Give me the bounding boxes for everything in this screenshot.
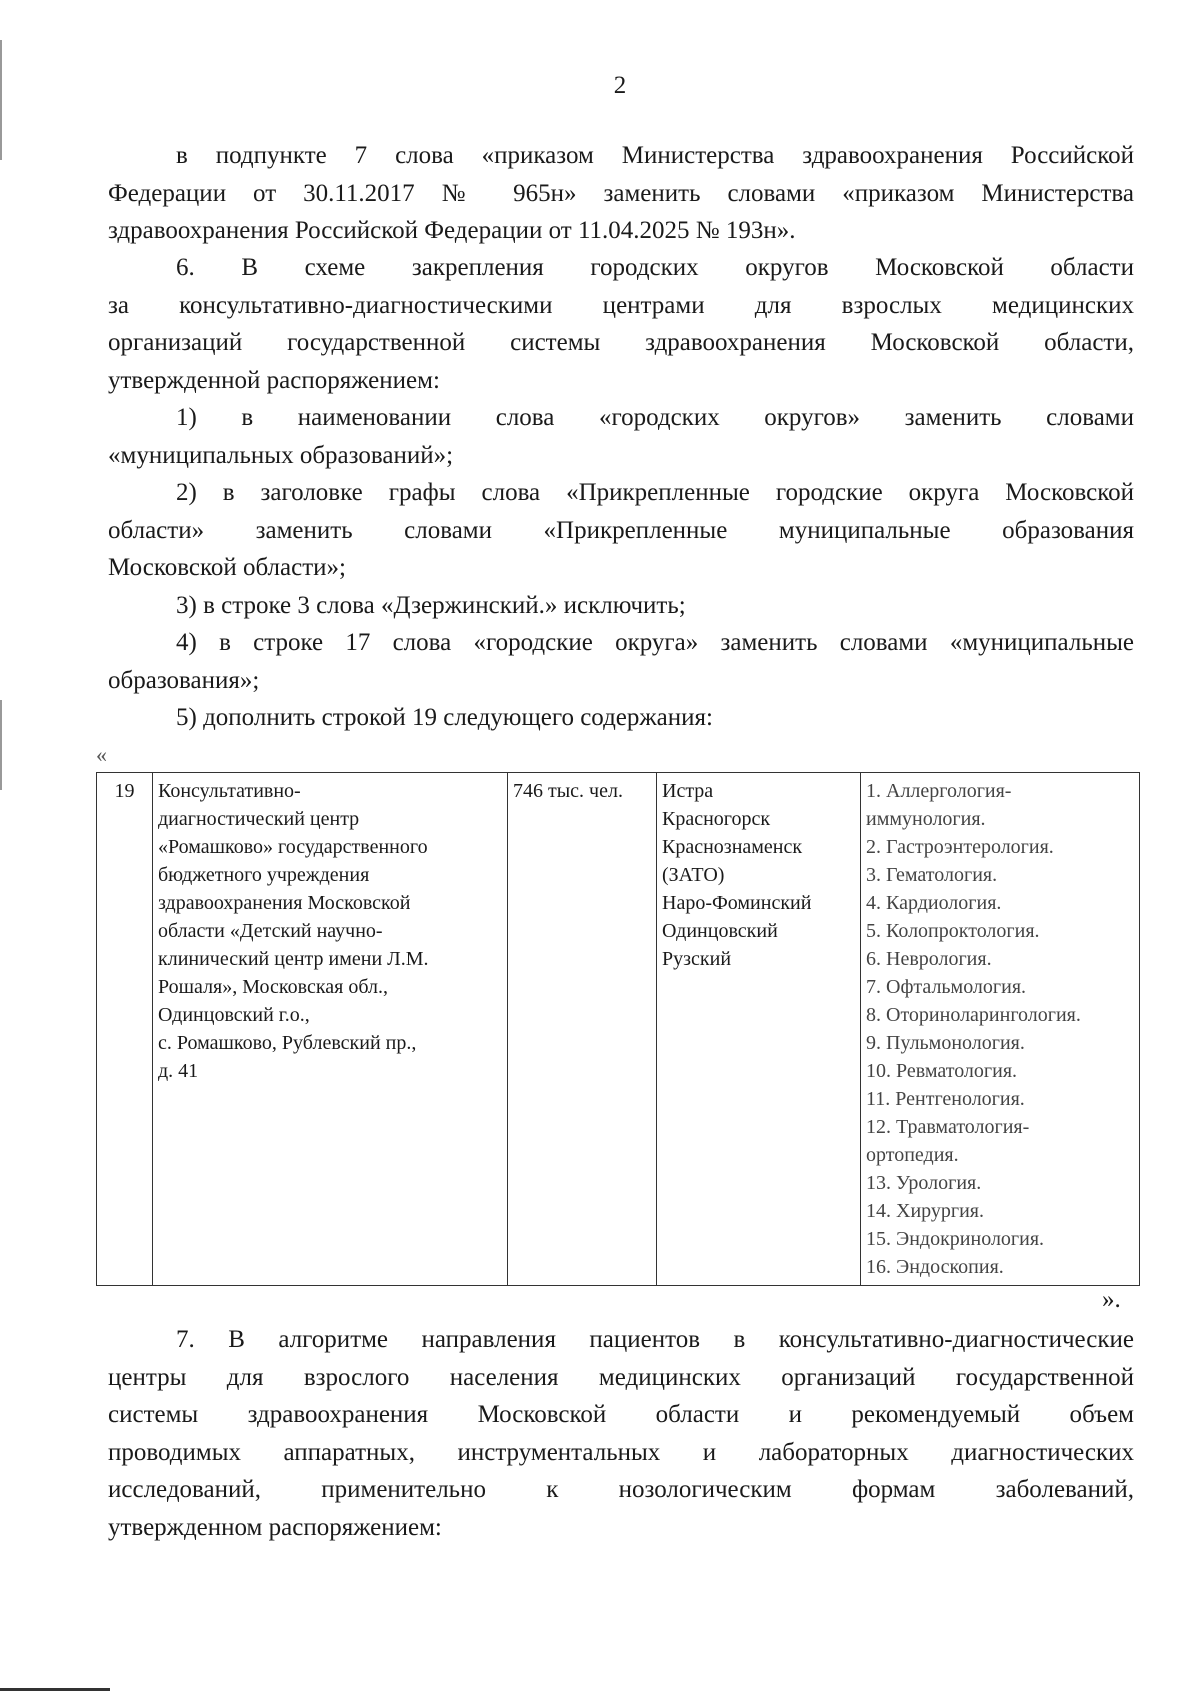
text-line: 6. В схеме закрепления городских округов Московской области bbox=[176, 254, 1134, 281]
cell-line: Одинцовский г.о., bbox=[158, 1004, 310, 1026]
specialty-item: 14. Хирургия. bbox=[866, 1200, 984, 1222]
paragraph-subitem-4 bbox=[108, 624, 1134, 699]
text-line: 5) дополнить строкой 19 следующего содержания: bbox=[176, 704, 713, 731]
specialty-item: 8. Оториноларингология. bbox=[866, 1004, 1081, 1026]
table-row bbox=[97, 773, 1140, 1286]
text-line: в подпункте 7 слова «приказом Министерства здравоохранения Российской bbox=[176, 142, 1134, 169]
specialties-cell bbox=[861, 773, 1140, 1286]
text-line: системы здравоохранения Московской области и рекомендуемый объем bbox=[108, 1401, 1134, 1428]
text-line: 1) в наименовании слова «городских округов» заменить словами bbox=[176, 404, 1134, 431]
text-line: проводимых аппаратных, инструментальных и лабораторных диагностических bbox=[108, 1438, 1134, 1466]
cell-line: с. Ромашково, Рублевский пр., bbox=[158, 1032, 417, 1054]
specialty-item: 2. Гастроэнтерология. bbox=[866, 836, 1054, 858]
specialty-item: 6. Неврология. bbox=[866, 948, 992, 970]
center-name-cell bbox=[153, 773, 508, 1286]
scan-bottom-mark bbox=[0, 1688, 110, 1691]
specialty-item: 15. Эндокринология. bbox=[866, 1228, 1045, 1250]
paragraph-item-7 bbox=[108, 1321, 1134, 1546]
text-line: организаций государственной системы здравоохранения Московской области, bbox=[108, 329, 1134, 356]
text-line: здравоохранения Российской Федерации от 11.04.2025 № 193н». bbox=[108, 217, 796, 244]
specialty-item: 10. Ревматология. bbox=[866, 1060, 1018, 1082]
specialty-item: 9. Пульмонология. bbox=[866, 1032, 1025, 1054]
inserted-row-table bbox=[96, 772, 1140, 1286]
opening-quote: « bbox=[96, 742, 107, 767]
closing-quote: ». bbox=[1102, 1286, 1121, 1313]
paragraph-subpoint-7 bbox=[108, 137, 1134, 250]
text-line: исследований, применительно к нозологическим формам заболеваний, bbox=[108, 1476, 1134, 1503]
text-line: Московской области»; bbox=[108, 554, 346, 581]
specialty-item: 16. Эндоскопия. bbox=[866, 1256, 1004, 1278]
population-value: 746 тыс. чел. bbox=[513, 780, 623, 802]
text-line: 2) в заголовке графы слова «Прикрепленные городские округа Московской bbox=[176, 479, 1134, 506]
row-number-cell bbox=[97, 773, 153, 1286]
municipality-item: Истра bbox=[662, 780, 714, 802]
specialty-item: иммунология. bbox=[866, 808, 986, 830]
scan-edge-mark bbox=[0, 40, 2, 160]
paragraph-item-6 bbox=[108, 249, 1134, 399]
population-cell bbox=[508, 773, 657, 1286]
cell-line: бюджетного учреждения bbox=[158, 864, 370, 886]
specialty-item: 3. Гематология. bbox=[866, 864, 998, 886]
municipality-item: Красногорск bbox=[662, 808, 771, 830]
text-line: «муниципальных образований»; bbox=[108, 441, 454, 469]
cell-line: Рошаля», Московская обл., bbox=[158, 976, 388, 998]
text-line: 4) в строке 17 слова «городские округа» заменить словами «муниципальные bbox=[176, 629, 1134, 656]
specialty-item: 5. Колопроктология. bbox=[866, 920, 1040, 942]
specialty-item: 11. Рентгенология. bbox=[866, 1088, 1025, 1110]
paragraph-subitem-3 bbox=[108, 587, 1134, 625]
text-line: области» заменить словами «Прикрепленные муниципальные образования bbox=[108, 516, 1134, 544]
text-line: утвержденной распоряжением: bbox=[108, 366, 440, 394]
municipality-item: Наро-Фоминский bbox=[662, 892, 812, 914]
municipality-item: Краснознаменск bbox=[662, 836, 803, 858]
page-number: 2 bbox=[613, 72, 627, 99]
text-line: 7. В алгоритме направления пациентов в консультативно-диагностические bbox=[176, 1326, 1134, 1353]
municipalities-cell bbox=[657, 773, 861, 1286]
scan-edge-mark bbox=[0, 700, 2, 790]
text-line: утвержденном распоряжением: bbox=[108, 1513, 442, 1541]
text-line: центры для взрослого населения медицинских организаций государственной bbox=[108, 1363, 1134, 1391]
cell-line: области «Детский научно- bbox=[158, 920, 383, 942]
paragraph-subitem-2 bbox=[108, 474, 1134, 587]
cell-line: диагностический центр bbox=[158, 808, 360, 830]
paragraph-subitem-5 bbox=[108, 699, 1134, 737]
specialty-item: 7. Офтальмология. bbox=[866, 976, 1027, 998]
text-line: 3) в строке 3 слова «Дзержинский.» исключить; bbox=[176, 592, 686, 619]
cell-line: д. 41 bbox=[158, 1060, 199, 1082]
cell-line: клинический центр имени Л.М. bbox=[158, 948, 429, 970]
specialty-item: 13. Урология. bbox=[866, 1172, 982, 1194]
municipality-item: Рузский bbox=[662, 948, 732, 970]
cell-line: «Ромашково» государственного bbox=[158, 836, 428, 858]
paragraph-subitem-1 bbox=[108, 399, 1134, 474]
text-line: образования»; bbox=[108, 666, 260, 694]
cell-line: здравоохранения Московской bbox=[158, 892, 411, 914]
row-number: 19 bbox=[114, 780, 135, 802]
specialty-item: 4. Кардиология. bbox=[866, 892, 1002, 914]
text-line: за консультативно-диагностическими центрами для взрослых медицинских bbox=[108, 291, 1134, 319]
specialty-item: 12. Травматология- bbox=[866, 1116, 1030, 1138]
municipality-item: Одинцовский bbox=[662, 920, 778, 942]
text-line: Федерации от 30.11.2017 № 965н» заменить словами «приказом Министерства bbox=[108, 179, 1134, 207]
cell-line: Консультативно- bbox=[158, 780, 301, 802]
specialty-item: ортопедия. bbox=[866, 1144, 959, 1166]
specialty-item: 1. Аллергология- bbox=[866, 780, 1012, 802]
municipality-item: (ЗАТО) bbox=[662, 864, 725, 886]
